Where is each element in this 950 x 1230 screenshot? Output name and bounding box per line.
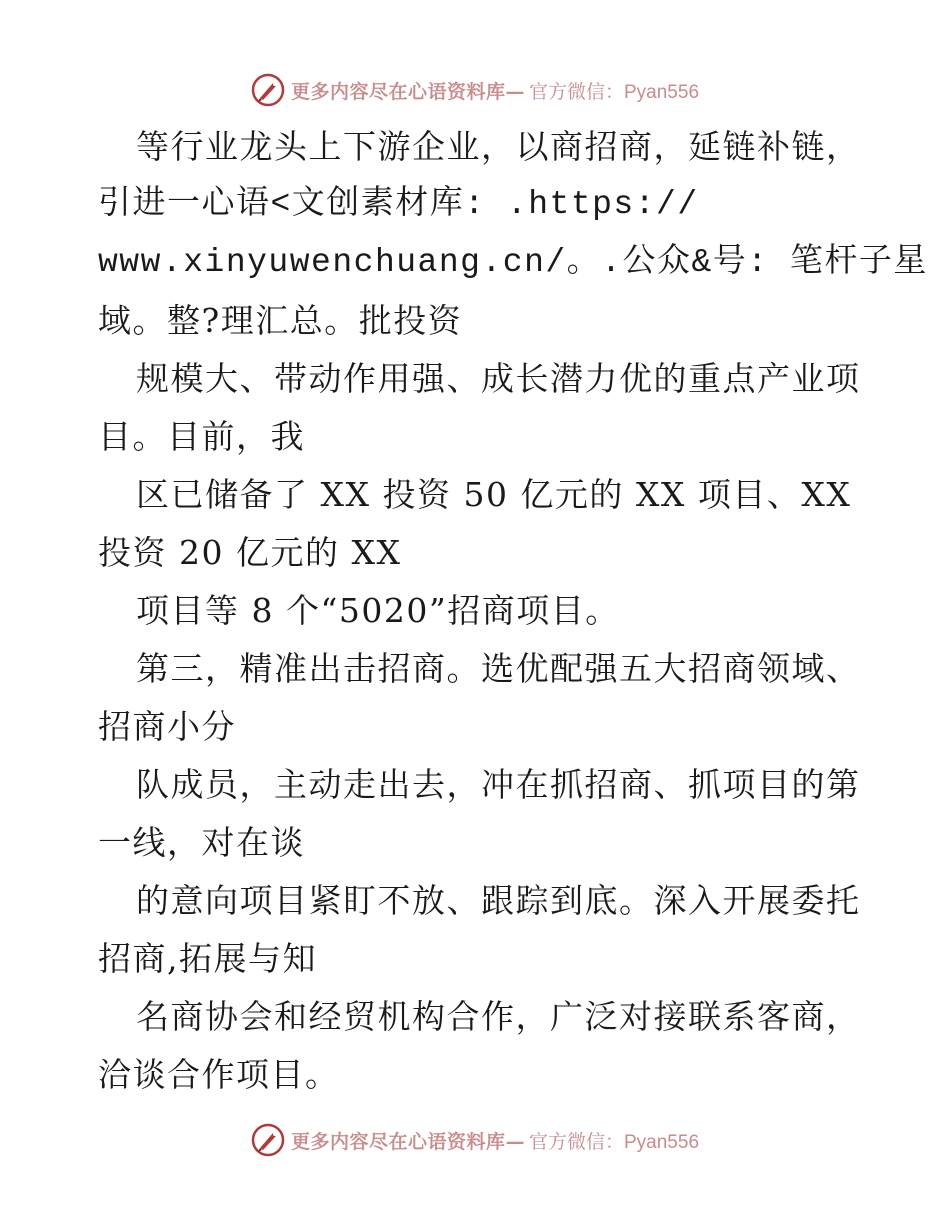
document-body <box>98 118 928 1104</box>
banner-wechat: 官方微信：Pyan556 <box>529 1131 700 1153</box>
banner-slogan: 更多内容尽在心语资料库— <box>290 1130 525 1153</box>
text-line: 队成员，主动走出去，冲在抓招商、抓项目的第 <box>136 765 861 804</box>
text-line: 招商,拓展与知 <box>98 939 317 978</box>
banner-slogan: 更多内容尽在心语资料库— <box>290 80 525 103</box>
pen-logo-icon <box>251 1123 285 1157</box>
pen-logo-icon <box>251 73 285 107</box>
text-line: 域。整?理汇总。批投资 <box>98 301 463 340</box>
text-line: 一线，对在谈 <box>98 823 305 862</box>
footer-banner <box>0 1120 950 1160</box>
text-line: 目。目前，我 <box>98 417 305 456</box>
text-line: 第三，精准出击招商。选优配强五大招商领域、 <box>136 649 861 688</box>
text-line: 引进一心语<文创素材库: .https:// <box>98 186 699 223</box>
text-line: 招商小分 <box>98 707 236 746</box>
header-banner <box>0 70 950 110</box>
text-line: 的意向项目紧盯不放、跟踪到底。深入开展委托 <box>136 881 861 920</box>
text-line: 洽谈合作项目。 <box>98 1055 340 1094</box>
text-line: 规模大、带动作用强、成长潜力优的重点产业项 <box>136 359 861 398</box>
text-line: www.xinyuwenchuang.cn/。.公众&号: 笔杆子星 <box>98 244 928 281</box>
banner-wechat: 官方微信：Pyan556 <box>529 81 700 103</box>
text-line: 投资 20 亿元的 XX <box>98 533 402 572</box>
text-line: 项目等 8 个“5020”招商项目。 <box>136 591 620 630</box>
text-line: 名商协会和经贸机构合作，广泛对接联系客商， <box>136 997 861 1036</box>
text-line: 区已储备了 XX 投资 50 亿元的 XX 项目、XX <box>136 475 852 514</box>
text-line: 等行业龙头上下游企业，以商招商，延链补链， <box>136 127 861 166</box>
